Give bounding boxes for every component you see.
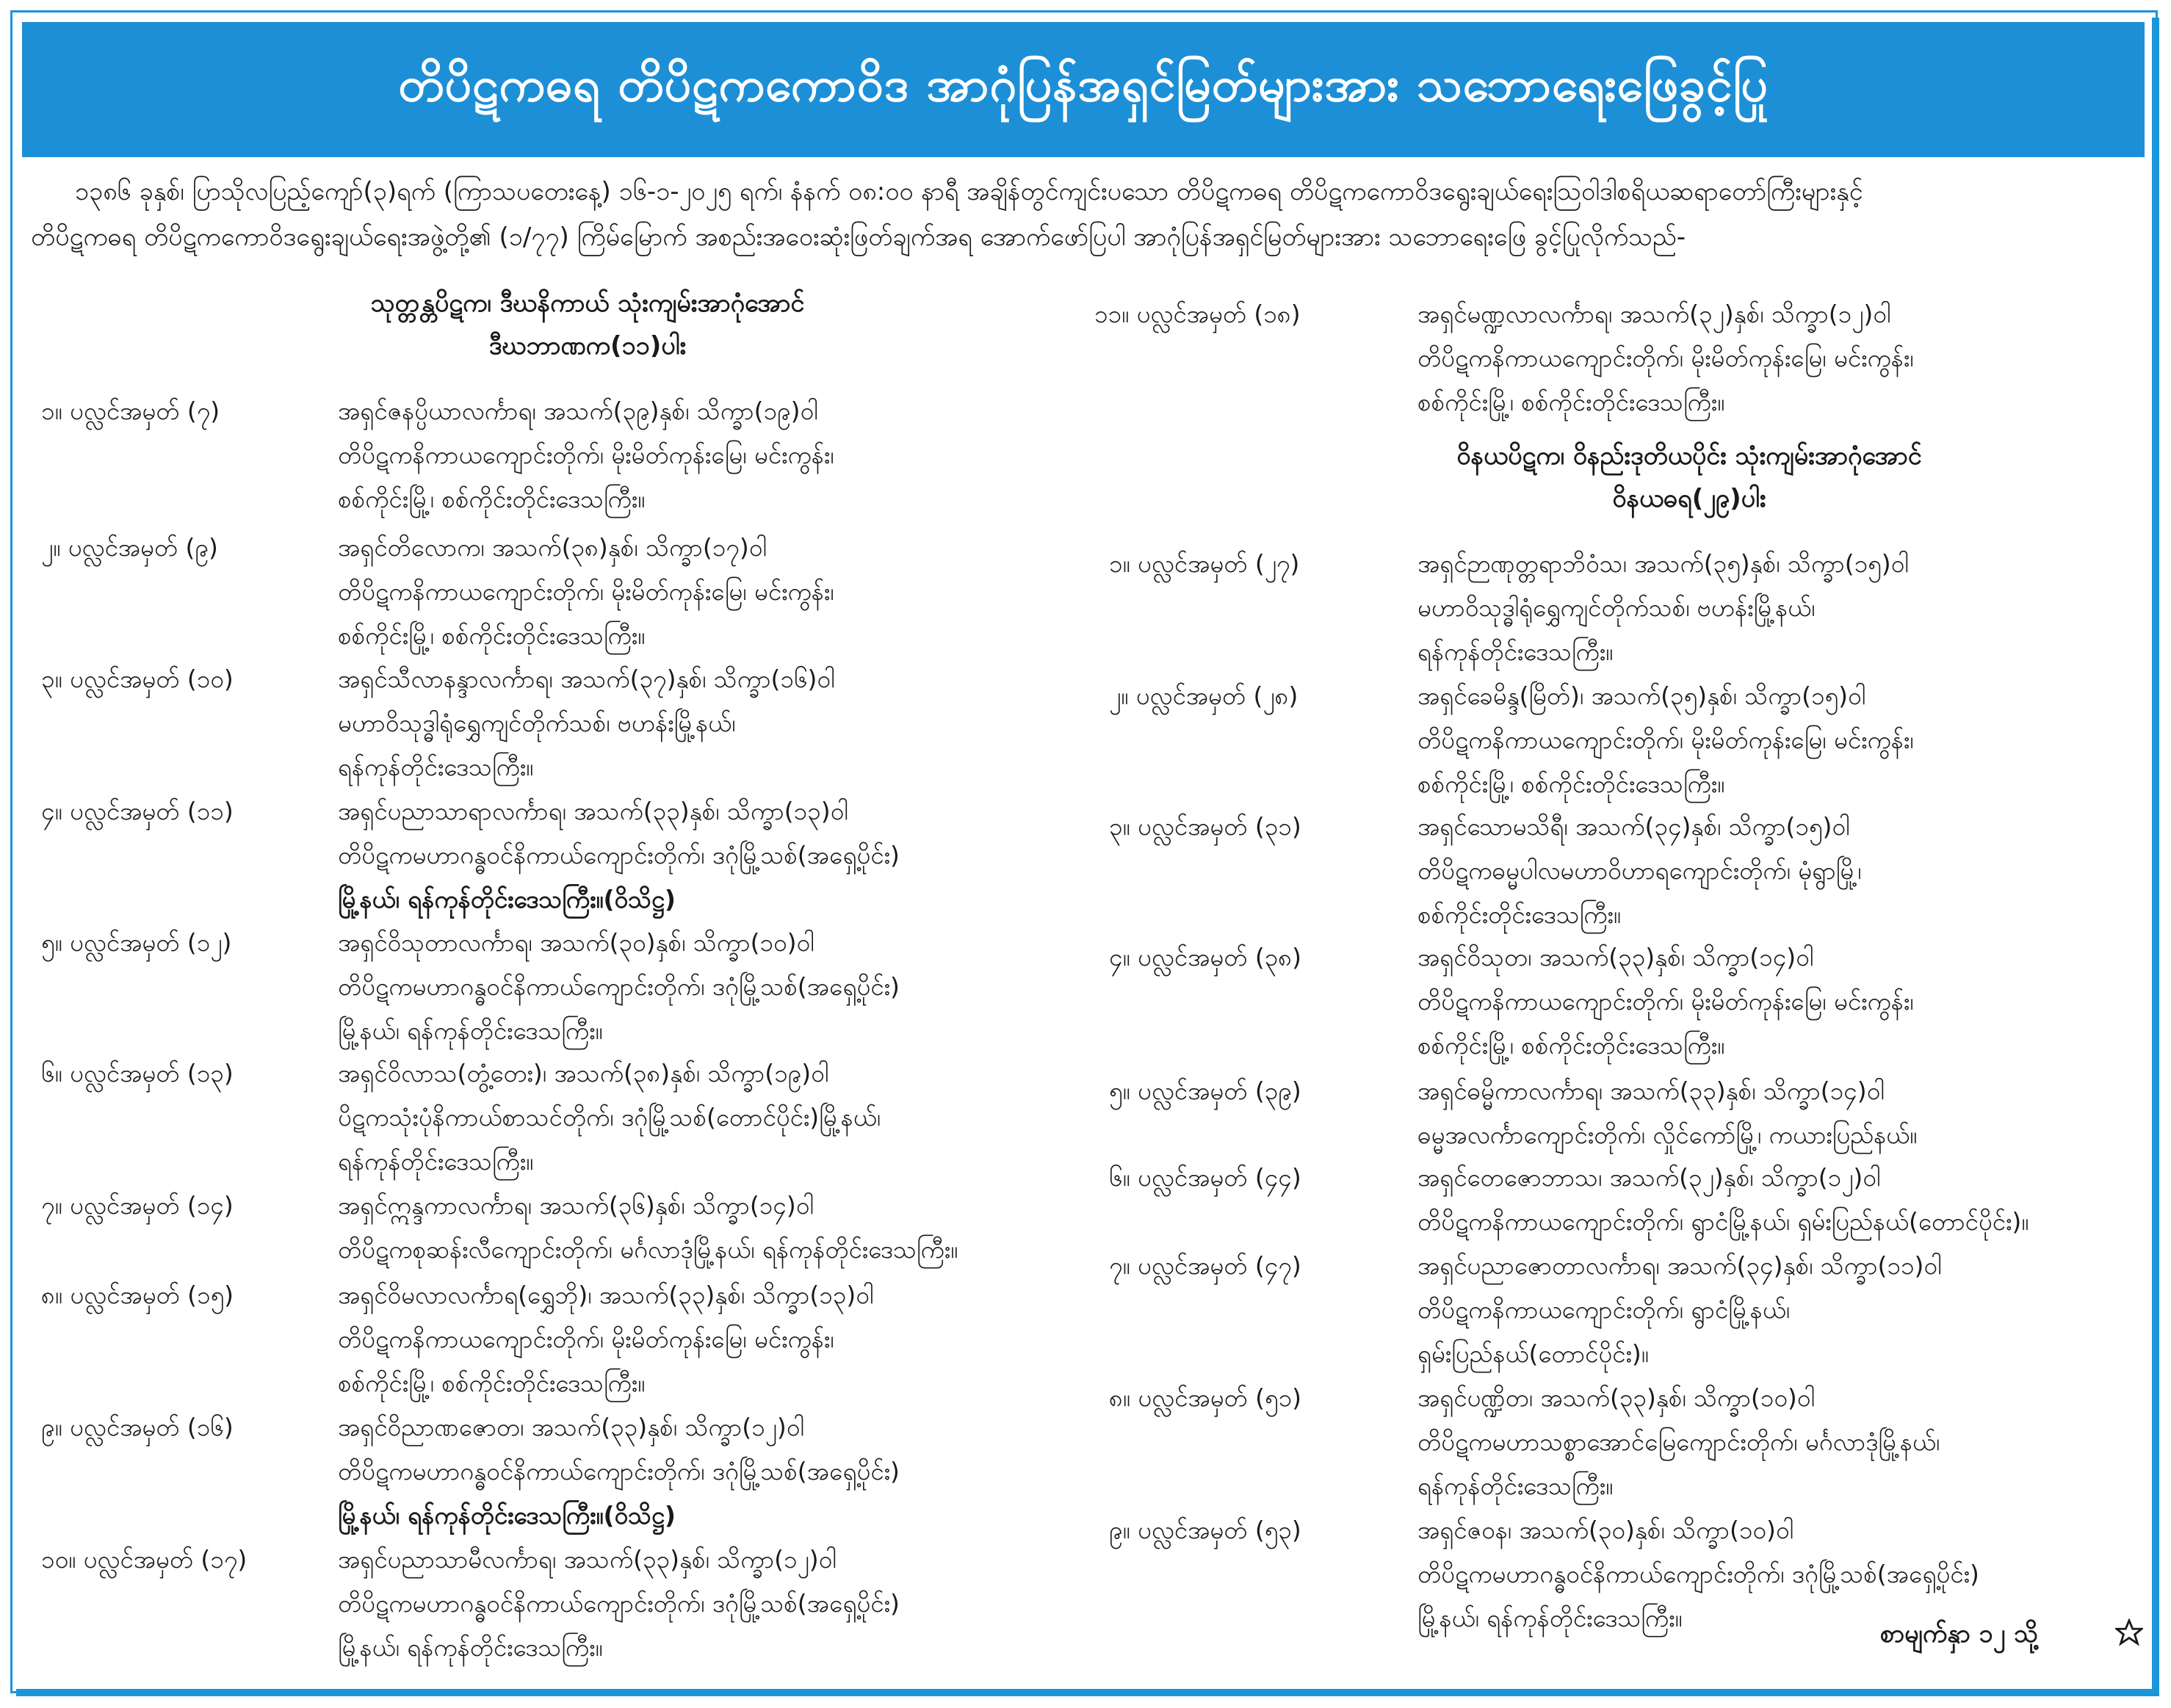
detail-line: အရှင်တိလောက၊ အသက်(၃၈)နှစ်၊ သိက္ခာ(၁၇)ဝါ	[338, 533, 767, 562]
detail-line: မြို့နယ်၊ ရန်ကုန်တိုင်းဒေသကြီး။(ဝိသိဋ္ဌ)	[338, 885, 676, 913]
seat-number-label: ၆။ ပလ္လင်အမှတ် (၄၄)	[1109, 1163, 1301, 1192]
monk-details	[1417, 542, 1909, 674]
left-heading-line-2: ဒီဃဘာဏက(၁၁)ပါး	[488, 331, 687, 361]
detail-line: ရန်ကုန်တိုင်းဒေသကြီး။	[1417, 1472, 1614, 1500]
monk-details	[338, 526, 834, 658]
seat-number-label: ၇။ ပလ္လင်အမှတ် (၁၄)	[41, 1191, 234, 1220]
monk-details	[1417, 1156, 2029, 1244]
left-heading-line-1: သုတ္တန္တပိဋက၊ ဒီဃနိကာယ် သုံးကျမ်းအာဂုံအောင်	[370, 289, 805, 318]
monk-details	[1417, 674, 1913, 806]
continued-page-note: စာမျက်နှာ ၁၂ သို့	[1880, 1619, 2039, 1649]
monk-details	[338, 789, 900, 922]
monk-details	[338, 1184, 958, 1272]
detail-line: အရှင်ပညာဇောတာလင်္ကာရ၊ အသက်(၃၄)နှစ်၊ သိက္ခာ(၁၁)ဝါ	[1417, 1251, 1942, 1280]
monk-details	[1417, 805, 1861, 937]
seat-number-label: ၉။ ပလ္လင်အမှတ် (၁၆)	[41, 1413, 234, 1441]
seat-number-label: ၉။ ပလ္လင်အမှတ် (၅၃)	[1109, 1516, 1301, 1544]
detail-line: တိပိဋကနိကာယကျောင်းတိုက်၊ ရွာငံမြို့နယ်၊ ရှမ်းပြည်နယ်(တောင်ပိုင်း)။	[1417, 1207, 2029, 1236]
seat-number-label: ၄။ ပလ္လင်အမှတ် (၁၁)	[41, 797, 234, 825]
seat-number-label: ၅။ ပလ္လင်အမှတ် (၃၉)	[1109, 1076, 1301, 1105]
detail-line: တိပိဋကမဟာဂန္ဓဝင်နိကာယ်ကျောင်းတိုက်၊ ဒဂုံမြို့သစ်(အရှေ့ပိုင်း)	[338, 1457, 900, 1486]
detail-line: ရန်ကုန်တိုင်းဒေသကြီး။	[338, 1147, 534, 1176]
seat-number-label: ၃။ ပလ္လင်အမှတ် (၃၁)	[1109, 812, 1301, 841]
intro-line-2: တိပိဋကဓရ တိပိဋကကောဝိဒရွေးချယ်ရေးအဖွဲ့တို့၏ (၁/၇၇) ကြိမ်မြောက် အစည်းအဝေးဆုံးဖြတ်ချက်အရ အောက်ဖော်ပြပါ အာဂုံပြန်အရှင်မြတ်များအား သဘောရေးဖြေ ခွင့်ပြုလိုက်သည်-	[31, 222, 1686, 252]
detail-line: တိပိဋကမဟာဂန္ဓဝင်နိကာယ်ကျောင်းတိုက်၊ ဒဂုံမြို့သစ်(အရှေ့ပိုင်း)	[1417, 1560, 1979, 1588]
detail-line: တိပိဋကဓမ္မပါလမဟာဝိဟာရကျောင်းတိုက်၊ မုံရွာမြို့၊	[1417, 856, 1862, 885]
seat-number-label: ၁၀။ ပလ္လင်အမှတ် (၁၇)	[41, 1545, 248, 1574]
detail-line: အရှင်ဝိသုတာလင်္ကာရ၊ အသက်(၃၀)နှစ်၊ သိက္ခာ(၁၀)ဝါ	[338, 928, 814, 957]
seat-number-label: ၁။ ပလ္လင်အမှတ် (၂၇)	[1109, 549, 1300, 578]
detail-line: အရှင်ဝိမလာလင်္ကာရ(ရွှေဘို)၊ အသက်(၃၃)နှစ်၊ သိက္ခာ(၁၃)ဝါ	[338, 1281, 874, 1309]
intro-paragraph	[31, 169, 2131, 260]
detail-line: အရှင်ပညာသာရာလင်္ကာရ၊ အသက်(၃၃)နှစ်၊ သိက္ခာ(၁၃)ဝါ	[338, 797, 848, 825]
monk-details	[1417, 1376, 1940, 1508]
seat-number-label: ၈။ ပလ္လင်အမှတ် (၅၁)	[1109, 1383, 1302, 1412]
detail-line: မဟာဝိသုဒ္ဓါရုံရွှေကျင်တိုက်သစ်၊ ဗဟန်းမြို့နယ်၊	[338, 709, 736, 737]
detail-line: မြို့နယ်၊ ရန်ကုန်တိုင်းဒေသကြီး။	[338, 1016, 603, 1045]
seat-number-label: ၃။ ပလ္လင်အမှတ် (၁၀)	[41, 665, 234, 693]
seat-number-label: ၂။ ပလ္လင်အမှတ် (၂၈)	[1109, 681, 1298, 710]
detail-line: မြို့နယ်၊ ရန်ကုန်တိုင်းဒေသကြီး။(ဝိသိဋ္ဌ)	[338, 1501, 676, 1530]
seat-number-label: ၁၁။ ပလ္လင်အမှတ် (၁၈)	[1094, 300, 1301, 328]
monk-details	[1417, 1244, 1942, 1376]
monk-details	[338, 389, 834, 521]
intro-line-1: ၁၃၈၆ ခုနှစ်၊ ပြာသိုလပြည့်ကျော်(၃)ရက် (ကြာသပတေးနေ့) ၁၆-၁-၂၀၂၅ ရက်၊ နံနက် ၀၈:၀၀ နာရီ အချိန်တွင်ကျင်းပသော တိပိဋကဓရ တိပိဋကကောဝိဒရွေးချယ်ရေးသြဝါဒါစရိယဆရာတော်ကြီးများနှင့်	[75, 177, 1863, 206]
detail-line: စစ်ကိုင်းမြို့၊ စစ်ကိုင်းတိုင်းဒေသကြီး။	[1417, 770, 1725, 798]
monk-details	[338, 657, 835, 789]
title-banner	[22, 22, 2145, 157]
announcement-title: တိပိဋကဓရ တိပိဋကကောဝိဒ အာဂုံပြန်အရှင်မြတ်များအား သဘောရေးဖြေခွင့်ပြု	[398, 58, 1769, 112]
right-section-heading	[1322, 435, 2056, 520]
detail-line: တိပိဋကမဟာဂန္ဓဝင်နိကာယ်ကျောင်းတိုက်၊ ဒဂုံမြို့သစ်(အရှေ့ပိုင်း)	[338, 972, 900, 1001]
detail-line: အရှင်ပညာသာမီလင်္ကာရ၊ အသက်(၃၃)နှစ်၊ သိက္ခာ(၁၂)ဝါ	[338, 1545, 837, 1574]
detail-line: စစ်ကိုင်းမြို့၊ စစ်ကိုင်းတိုင်းဒေသကြီး။	[338, 621, 646, 650]
detail-line: တိပိဋကမဟာဂန္ဓဝင်နိကာယ်ကျောင်းတိုက်၊ ဒဂုံမြို့သစ်(အရှေ့ပိုင်း)	[338, 841, 900, 869]
seat-number-label: ၂။ ပလ္လင်အမှတ် (၉)	[41, 533, 218, 562]
monk-details	[338, 1538, 900, 1670]
detail-line: အရှင်ဇဝန၊ အသက်(၃၀)နှစ်၊ သိက္ခာ(၁၀)ဝါ	[1417, 1516, 1794, 1544]
detail-line: အရှင်ခေမိန္ဒ(မြိတ်)၊ အသက်(၃၅)နှစ်၊ သိက္ခာ(၁၅)ဝါ	[1417, 681, 1866, 710]
detail-line: စစ်ကိုင်းမြို့၊ စစ်ကိုင်းတိုင်းဒေသကြီး။	[1417, 1031, 1725, 1060]
monk-details	[338, 921, 900, 1053]
detail-line: အရှင်သောမသိရီ၊ အသက်(၃၄)နှစ်၊ သိက္ခာ(၁၅)ဝါ	[1417, 812, 1850, 841]
detail-line: တိပိဋကနိကာယကျောင်းတိုက်၊ မိုးမိတ်ကုန်းမြေ၊ မင်းကွန်း၊	[1417, 725, 1914, 754]
monk-details	[1417, 936, 1913, 1068]
detail-line: အရှင်ဣန္ဒကာလင်္ကာရ၊ အသက်(၃၆)နှစ်၊ သိက္ခာ(၁၄)ဝါ	[338, 1191, 814, 1220]
detail-line: အရှင်တေဇောဘာသ၊ အသက်(၃၂)နှစ်၊ သိက္ခာ(၁၂)ဝါ	[1417, 1163, 1881, 1192]
detail-line: မဟာဝိသုဒ္ဓါရုံရွှေကျင်တိုက်သစ်၊ ဗဟန်းမြို့နယ်၊	[1417, 593, 1816, 622]
detail-line: ဓမ္မအလင်္ကာကျောင်းတိုက်၊ လှိုင်ကော်မြို့၊ ကယားပြည်နယ်။	[1417, 1121, 1918, 1149]
seat-number-label: ၆။ ပလ္လင်အမှတ် (၁၃)	[41, 1059, 234, 1088]
detail-line: အရှင်ဝိညာဏဇောတ၊ အသက်(၃၃)နှစ်၊ သိက္ခာ(၁၂)ဝါ	[338, 1413, 804, 1441]
right-heading-line-2: ဝိနယဓရ(၂၉)ပါး	[1612, 484, 1766, 513]
detail-line: စစ်ကိုင်းမြို့၊ စစ်ကိုင်းတိုင်းဒေသကြီး။	[338, 1369, 646, 1397]
detail-line: ရန်ကုန်တိုင်းဒေသကြီး။	[338, 753, 534, 781]
monk-details	[338, 1273, 873, 1405]
seat-number-label: ၇။ ပလ္လင်အမှတ် (၄၇)	[1109, 1251, 1301, 1280]
monk-details	[1417, 1069, 1917, 1157]
star-icon	[2115, 1618, 2143, 1646]
left-section-heading	[220, 282, 955, 367]
detail-line: တိပိဋကနိကာယကျောင်းတိုက်၊ မိုးမိတ်ကုန်းမြေ၊ မင်းကွန်း၊	[338, 1325, 834, 1353]
detail-line: အရှင်သီလာနန္ဒာလင်္ကာရ၊ အသက်(၃၇)နှစ်၊ သိက္ခာ(၁၆)ဝါ	[338, 665, 835, 693]
detail-line: တိပိဋကမဟာသစ္စာအောင်မြေကျောင်းတိုက်၊ မင်္ဂလာဒုံမြို့နယ်၊	[1417, 1427, 1940, 1456]
detail-line: အရှင်ဓမ္မိကာလင်္ကာရ၊ အသက်(၃၃)နှစ်၊ သိက္ခာ(၁၄)ဝါ	[1417, 1076, 1885, 1105]
frame-bottom-border	[16, 1689, 2155, 1696]
detail-line: တိပိဋကစုဆန်းလီကျောင်းတိုက်၊ မင်္ဂလာဒုံမြို့နယ်၊ ရန်ကုန်တိုင်းဒေသကြီး။	[338, 1235, 958, 1264]
detail-line: အရှင်ပဏ္ဍိတ၊ အသက်(၃၃)နှစ်၊ သိက္ခာ(၁၀)ဝါ	[1417, 1383, 1816, 1412]
detail-line: မြို့နယ်၊ ရန်ကုန်တိုင်းဒေသကြီး။	[338, 1633, 603, 1662]
seat-number-label: ၁။ ပလ္လင်အမှတ် (၇)	[41, 397, 220, 425]
detail-line: အရှင်ဉာဏုတ္တရာဘိဝံသ၊ အသက်(၃၅)နှစ်၊ သိက္ခာ(၁၅)ဝါ	[1417, 549, 1909, 578]
detail-line: တိပိဋကနိကာယကျောင်းတိုက်၊ မိုးမိတ်ကုန်းမြေ၊ မင်းကွန်း၊	[1417, 987, 1914, 1016]
seat-number-label: ၄။ ပလ္လင်အမှတ် (၃၈)	[1109, 943, 1302, 971]
detail-line: မြို့နယ်၊ ရန်ကုန်တိုင်းဒေသကြီး။	[1417, 1604, 1683, 1632]
detail-line: အရှင်မဏ္ဍလာလင်္ကာရ၊ အသက်(၃၂)နှစ်၊ သိက္ခာ(၁၂)ဝါ	[1417, 300, 1891, 328]
seat-number-label: ၅။ ပလ္လင်အမှတ် (၁၂)	[41, 928, 232, 957]
detail-line: တိပိဋကနိကာယကျောင်းတိုက်၊ ရွာငံမြို့နယ်၊	[1417, 1295, 1790, 1324]
detail-line: စစ်ကိုင်းတိုင်းဒေသကြီး။	[1417, 900, 1621, 929]
monk-details	[338, 1052, 881, 1184]
detail-line: တိပိဋကမဟာဂန္ဓဝင်နိကာယ်ကျောင်းတိုက်၊ ဒဂုံမြို့သစ်(အရှေ့ပိုင်း)	[338, 1589, 900, 1618]
detail-line: ရှမ်းပြည်နယ်(တောင်ပိုင်း)။	[1417, 1339, 1649, 1368]
detail-line: စစ်ကိုင်းမြို့၊ စစ်ကိုင်းတိုင်းဒေသကြီး။	[1417, 388, 1725, 416]
monk-details	[1417, 292, 1913, 424]
detail-line: အရှင်ဝိလာသ(တွံ့တေး)၊ အသက်(၃၈)နှစ်၊ သိက္ခာ(၁၉)ဝါ	[338, 1059, 829, 1088]
detail-line: ပိဋကသုံးပုံနိကာယ်စာသင်တိုက်၊ ဒဂုံမြို့သစ်(တောင်ပိုင်း)မြို့နယ်၊	[338, 1103, 881, 1132]
seat-number-label: ၈။ ပလ္လင်အမှတ် (၁၅)	[41, 1281, 234, 1309]
detail-line: စစ်ကိုင်းမြို့၊ စစ်ကိုင်းတိုင်းဒေသကြီး။	[338, 485, 646, 513]
detail-line: အရှင်ဇနပ္ပိယာလင်္ကာရ၊ အသက်(၃၉)နှစ်၊ သိက္ခာ(၁၉)ဝါ	[338, 397, 818, 425]
frame-right-border	[2152, 18, 2159, 1696]
detail-line: ရန်ကုန်တိုင်းဒေသကြီး။	[1417, 637, 1614, 666]
monk-details	[338, 1405, 900, 1538]
detail-line: တိပိဋကနိကာယကျောင်းတိုက်၊ မိုးမိတ်ကုန်းမြေ၊ မင်းကွန်း၊	[338, 577, 834, 606]
detail-line: တိပိဋကနိကာယကျောင်းတိုက်၊ မိုးမိတ်ကုန်းမြေ၊ မင်းကွန်း၊	[1417, 344, 1914, 372]
detail-line: တိပိဋကနိကာယကျောင်းတိုက်၊ မိုးမိတ်ကုန်းမြေ၊ မင်းကွန်း၊	[338, 441, 834, 469]
detail-line: အရှင်ဝိသုတ၊ အသက်(၃၃)နှစ်၊ သိက္ခာ(၁၄)ဝါ	[1417, 943, 1814, 971]
right-heading-line-1: ဝိနယပိဋက၊ ဝိနည်းဒုတိယပိုင်း သုံးကျမ်းအာဂုံအောင်	[1456, 441, 1922, 471]
